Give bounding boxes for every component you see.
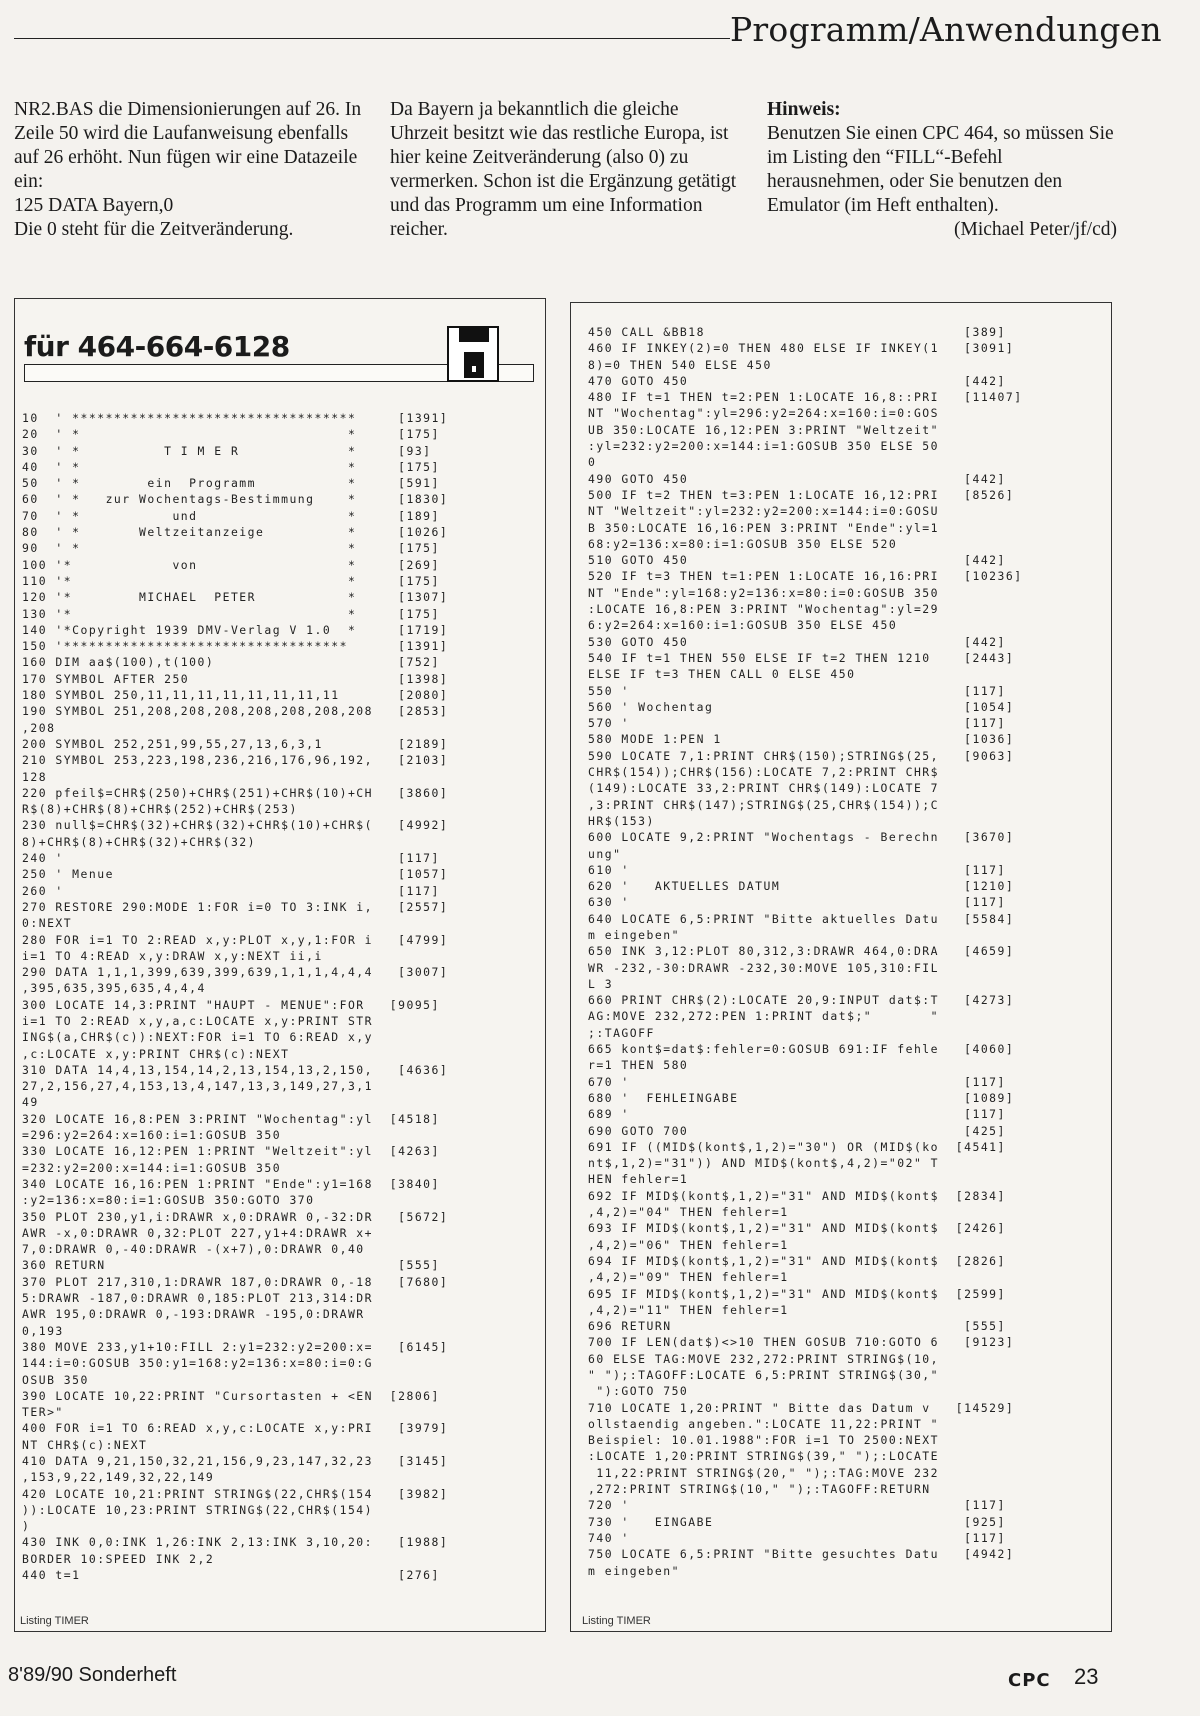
- code-line: i=1 TO 2:READ x,y,a,c:LOCATE x,y:PRINT STR: [22, 1013, 374, 1028]
- code-line: 30 ' * T I M E R * [93]: [22, 443, 432, 458]
- code-line: CHR$(154));CHR$(156):LOCATE 7,2:PRINT CHR$: [588, 765, 940, 780]
- code-line: 450 CALL &BB18 [389]: [588, 325, 1006, 339]
- code-line: 170 SYMBOL AFTER 250 [1398]: [22, 671, 449, 686]
- code-line: 130 '* * [175]: [22, 606, 440, 621]
- code-line: 510 GOTO 450 [442]: [588, 553, 1006, 568]
- code-line: 110 '* * [175]: [22, 573, 440, 588]
- code-line: ollstaendig angeben.":LOCATE 11,22:PRINT ": [588, 1416, 940, 1431]
- code-line: ): [22, 1519, 31, 1534]
- code-line: 6:y2=264:x=160:i=1:GOSUB 350 ELSE 450: [588, 618, 898, 633]
- code-line: 200 SYMBOL 252,251,99,55,27,13,6,3,1 [2189]: [22, 736, 449, 751]
- code-line: 180 SYMBOL 250,11,11,11,11,11,11,11,11 [2080]: [22, 688, 449, 703]
- code-line: 410 DATA 9,21,150,32,21,156,9,23,147,32,23 [3145]: [22, 1454, 449, 1468]
- paragraph: Da Bayern ja bekanntlich die gleiche Uhrzeit besitzt wie das restliche Europa, ist hier keine Zeitveränderung (also 0) zu vermerken. Schon ist die Ergänzung getätigt und das Programm um eine Information reicher.: [390, 99, 737, 240]
- code-line: 693 IF MID$(kont$,1,2)="31" AND MID$(kont$ [2426]: [588, 1221, 1006, 1236]
- header-rule: [14, 38, 730, 39]
- code-line: ,4,2)="09" THEN fehler=1: [588, 1270, 789, 1285]
- code-line: 490 GOTO 450 [442]: [588, 471, 1006, 486]
- code-line: ,4,2)="04" THEN fehler=1: [588, 1205, 789, 1220]
- code-line: 8)=0 THEN 540 ELSE 450: [588, 357, 772, 372]
- code-line: 700 IF LEN(dat$)<>10 THEN GOSUB 710:GOTO 6 [9123]: [588, 1335, 1015, 1350]
- code-line: 0:NEXT: [22, 916, 73, 931]
- code-line: 160 DIM aa$(100),t(100) [752]: [22, 655, 440, 670]
- code-line: 500 IF t=2 THEN t=3:PEN 1:LOCATE 16,12:PRI [8526]: [588, 487, 1015, 502]
- code-line: ,4,2)="06" THEN fehler=1: [588, 1237, 789, 1252]
- code-line: 470 GOTO 450 [442]: [588, 373, 1006, 388]
- code-line: " ");:TAGOFF:LOCATE 6,5:PRINT STRING$(30,": [588, 1368, 940, 1382]
- hint-heading: Hinweis:: [767, 99, 841, 120]
- code-line: 696 RETURN [555]: [588, 1319, 1006, 1334]
- code-line: 230 null$=CHR$(32)+CHR$(32)+CHR$(10)+CHR$( [4992]: [22, 818, 449, 833]
- code-line: 260 ' [117]: [22, 883, 440, 898]
- code-line: 40 ' * * [175]: [22, 459, 440, 474]
- code-line: 690 GOTO 700 [425]: [588, 1123, 1006, 1138]
- code-line: ung": [588, 846, 622, 861]
- code-line: ,4,2)="11" THEN fehler=1: [588, 1302, 789, 1317]
- code-line: 740 ' [117]: [588, 1530, 1006, 1545]
- issue-label: 8'89/90 Sonderheft: [8, 1664, 177, 1686]
- code-line: 520 IF t=3 THEN t=1:PEN 1:LOCATE 16,16:PRI [10236]: [588, 569, 1023, 584]
- paragraph: Benutzen Sie einen CPC 464, so müssen Sie im Listing den “FILL“-Befehl herausnehmen, oder Sie benutzen den Emulator (im Heft enthalten).: [767, 123, 1114, 216]
- code-line: i=1 TO 4:READ x,y:DRAW x,y:NEXT ii,i: [22, 948, 323, 963]
- code-line: HR$(153): [588, 813, 655, 828]
- code-line: "):GOTO 750: [588, 1384, 689, 1399]
- code-line: :LOCATE 16,8:PEN 3:PRINT "Wochentag":yl=29: [588, 602, 940, 617]
- code-line: 68:y2=136:x=80:i=1:GOSUB 350 ELSE 520: [588, 536, 898, 551]
- code-line: ,153,9,22,149,32,22,149: [22, 1470, 215, 1485]
- code-line: 210 SYMBOL 253,223,198,236,216,176,96,192, [2103]: [22, 753, 449, 768]
- code-line: UB 350:LOCATE 16,12:PEN 3:PRINT "Weltzeit": [588, 422, 940, 437]
- code-line: =232:y2=200:x=144:i=1:GOSUB 350: [22, 1160, 282, 1175]
- code-line: ELSE IF t=3 THEN CALL 0 ELSE 450: [588, 667, 856, 682]
- floppy-disk-icon: [447, 326, 499, 382]
- code-line: AG:MOVE 232,272:PEN 1:PRINT dat$;" ": [588, 1009, 940, 1024]
- code-line: 8)+CHR$(8)+CHR$(32)+CHR$(32): [22, 834, 257, 849]
- article-column-3: [767, 98, 1117, 242]
- code-line: 280 FOR i=1 TO 2:READ x,y:PLOT x,y,1:FOR i [4799]: [22, 932, 449, 947]
- code-line: 350 PLOT 230,y1,i:DRAWR x,0:DRAWR 0,-32:DR [5672]: [22, 1209, 449, 1224]
- code-line: 691 IF ((MID$(kont$,1,2)="30") OR (MID$(ko [4541]: [588, 1139, 1006, 1154]
- code-line: 0: [588, 455, 597, 470]
- author-credit: (Michael Peter/jf/cd): [954, 219, 1117, 240]
- code-line: 420 LOCATE 10,21:PRINT STRING$(22,CHR$(154 [3982]: [22, 1486, 449, 1501]
- code-line: L 3: [588, 976, 614, 991]
- code-line: 660 PRINT CHR$(2):LOCATE 20,9:INPUT dat$:T [4273]: [588, 993, 1015, 1008]
- code-listing-right: [588, 324, 1023, 1579]
- code-line: 80 ' * Weltzeitanzeige * [1026]: [22, 525, 449, 540]
- code-line: 570 ' [117]: [588, 716, 1006, 731]
- listing-caption: Listing TIMER: [582, 1615, 651, 1627]
- code-line: ING$(a,CHR$(c)):NEXT:FOR i=1 TO 6:READ x,y: [22, 1030, 374, 1045]
- code-line: =296:y2=264:x=160:i=1:GOSUB 350: [22, 1128, 282, 1143]
- code-line: 430 INK 0,0:INK 1,26:INK 2,13:INK 3,10,20: [1988]: [22, 1535, 449, 1550]
- code-line: 720 ' [117]: [588, 1498, 1006, 1513]
- code-line: 665 kont$=dat$:fehler=0:GOSUB 691:IF fehle [4060]: [588, 1042, 1015, 1057]
- code-line: R$(8)+CHR$(8)+CHR$(252)+CHR$(253): [22, 802, 298, 817]
- code-line: 370 PLOT 217,310,1:DRAWR 187,0:DRAWR 0,-18 [7680]: [22, 1274, 449, 1289]
- code-line: 680 ' FEHLEINGABE [1089]: [588, 1090, 1015, 1105]
- code-line: 128: [22, 769, 48, 784]
- code-line: 0,193: [22, 1323, 64, 1338]
- code-line: 300 LOCATE 14,3:PRINT "HAUPT - MENUE":FOR [9095]: [22, 997, 440, 1012]
- code-line: :LOCATE 1,20:PRINT STRING$(39," ");:LOCATE: [588, 1449, 940, 1464]
- code-line: 610 ' [117]: [588, 862, 1006, 877]
- code-line: 440 t=1 [276]: [22, 1568, 440, 1583]
- code-line: 240 ' [117]: [22, 851, 440, 866]
- code-line: 710 LOCATE 1,20:PRINT " Bitte das Datum v [14529]: [588, 1400, 1015, 1415]
- code-line: 380 MOVE 233,y1+10:FILL 2:y1=232:y2=200:x= [6145]: [22, 1339, 449, 1354]
- code-line: 540 IF t=1 THEN 550 ELSE IF t=2 THEN 1210 [2443]: [588, 650, 1015, 665]
- paragraph: 125 DATA Bayern,0: [14, 195, 174, 216]
- code-line: ,272:PRINT STRING$(10," ");:TAGOFF:RETURN: [588, 1482, 931, 1497]
- code-line: )):LOCATE 10,23:PRINT STRING$(22,CHR$(154): [22, 1502, 374, 1517]
- code-line: 220 pfeil$=CHR$(250)+CHR$(251)+CHR$(10)+CH [3860]: [22, 785, 449, 800]
- code-line: HEN fehler=1: [588, 1172, 689, 1187]
- code-line: 120 '* MICHAEL PETER * [1307]: [22, 590, 449, 605]
- code-line: ;:TAGOFF: [588, 1025, 655, 1040]
- code-line: TER>": [22, 1405, 64, 1420]
- code-line: 20 ' * * [175]: [22, 427, 440, 442]
- code-line: Beispiel: 10.01.1988":FOR i=1 TO 2500:NEXT: [588, 1433, 940, 1448]
- code-line: 650 INK 3,12:PLOT 80,312,3:DRAWR 464,0:DRA [4659]: [588, 944, 1015, 959]
- code-listing-left: [22, 410, 448, 1583]
- code-line: 530 GOTO 450 [442]: [588, 634, 1006, 649]
- code-line: 695 IF MID$(kont$,1,2)="31" AND MID$(kont$ [2599]: [588, 1286, 1006, 1301]
- code-line: (149):LOCATE 33,2:PRINT CHR$(149):LOCATE 7: [588, 781, 940, 796]
- code-line: 5:DRAWR -187,0:DRAWR 0,185:PLOT 213,314:DR: [22, 1291, 374, 1306]
- system-compat-label: für 464-664-6128: [24, 330, 290, 363]
- code-line: 640 LOCATE 6,5:PRINT "Bitte aktuelles Datu [5584]: [588, 911, 1015, 926]
- code-line: ,208: [22, 720, 56, 735]
- section-title: Programm/Anwendungen: [730, 10, 1162, 49]
- code-line: 310 DATA 14,4,13,154,14,2,13,154,13,2,150, [4636]: [22, 1062, 449, 1077]
- code-line: BORDER 10:SPEED INK 2,2: [22, 1551, 215, 1566]
- code-line: 694 IF MID$(kont$,1,2)="31" AND MID$(kont$ [2826]: [588, 1253, 1006, 1268]
- code-line: 290 DATA 1,1,1,399,639,399,639,1,1,1,4,4,4 [3007]: [22, 965, 449, 980]
- code-line: 620 ' AKTUELLES DATUM [1210]: [588, 879, 1015, 894]
- code-line: 590 LOCATE 7,1:PRINT CHR$(150);STRING$(25, [9063]: [588, 748, 1015, 763]
- code-line: 360 RETURN [555]: [22, 1258, 440, 1273]
- code-line: 100 '* von * [269]: [22, 557, 440, 572]
- code-line: 390 LOCATE 10,22:PRINT "Cursortasten + <EN [2806]: [22, 1388, 440, 1403]
- code-line: 750 LOCATE 6,5:PRINT "Bitte gesuchtes Datu [4942]: [588, 1547, 1015, 1562]
- code-line: 550 ' [117]: [588, 683, 1006, 698]
- code-line: 250 ' Menue [1057]: [22, 867, 449, 882]
- code-line: WR -232,-30:DRAWR -232,30:MOVE 105,310:FIL: [588, 960, 940, 975]
- code-line: 140 '*Copyright 1939 DMV-Verlag V 1.0 * [1719]: [22, 622, 449, 637]
- code-line: m eingeben": [588, 927, 680, 942]
- code-line: 144:i=0:GOSUB 350:y1=168:y2=136:x=80:i=0:G: [22, 1356, 374, 1371]
- code-line: 320 LOCATE 16,8:PEN 3:PRINT "Wochentag":yl [4518]: [22, 1111, 440, 1126]
- code-line: 330 LOCATE 16,12:PEN 1:PRINT "Weltzeit":yl [4263]: [22, 1144, 440, 1159]
- code-line: 27,2,156,27,4,153,13,4,147,13,3,149,27,3,1: [22, 1079, 374, 1094]
- code-line: nt$,1,2)="31")) AND MID$(kont$,4,2)="02" T: [588, 1156, 940, 1171]
- magazine-logo: CPC: [1008, 1670, 1051, 1691]
- code-line: :yl=232:y2=200:x=144:i=1:GOSUB 350 ELSE 50: [588, 439, 940, 454]
- code-line: 580 MODE 1:PEN 1 [1036]: [588, 732, 1015, 747]
- page-number: 23: [1074, 1664, 1099, 1689]
- code-line: 460 IF INKEY(2)=0 THEN 480 ELSE IF INKEY(1 [3091]: [588, 341, 1015, 356]
- code-line: 11,22:PRINT STRING$(20," ");:TAG:MOVE 232: [588, 1465, 940, 1480]
- code-line: NT "Wochentag":yl=296:y2=264:x=160:i=0:GOS: [588, 406, 940, 421]
- code-line: NT "Weltzeit":yl=232:y2=200:x=144:i=0:GOSU: [588, 504, 940, 519]
- code-line: 630 ' [117]: [588, 895, 1006, 910]
- code-line: 50 ' * ein Programm * [591]: [22, 476, 440, 491]
- code-line: 60 ELSE TAG:MOVE 232,272:PRINT STRING$(10,: [588, 1351, 940, 1366]
- code-line: AWR 195,0:DRAWR 0,-193:DRAWR -195,0:DRAWR: [22, 1307, 365, 1322]
- code-line: OSUB 350: [22, 1372, 89, 1387]
- code-line: 340 LOCATE 16,16:PEN 1:PRINT "Ende":y1=168 [3840]: [22, 1176, 440, 1191]
- paragraph: NR2.BAS die Dimensionierungen auf 26. In Zeile 50 wird die Laufanweisung ebenfalls auf 26 erhöht. Nun fügen wir eine Datazeile ein:: [14, 99, 362, 192]
- code-line: 600 LOCATE 9,2:PRINT "Wochentags - Berechn [3670]: [588, 830, 1015, 845]
- code-line: ,3:PRINT CHR$(147);STRING$(25,CHR$(154));C: [588, 797, 940, 812]
- listing-caption: Listing TIMER: [20, 1615, 89, 1627]
- code-line: 7,0:DRAWR 0,-40:DRAWR -(x+7),0:DRAWR 0,40: [22, 1242, 365, 1257]
- paragraph: Die 0 steht für die Zeitveränderung.: [14, 219, 294, 240]
- code-line: m eingeben": [588, 1563, 680, 1578]
- code-line: 10 ' ********************************** [1391]: [22, 411, 449, 425]
- code-line: B 350:LOCATE 16,16:PEN 3:PRINT "Ende":yl=1: [588, 520, 940, 535]
- code-line: 689 ' [117]: [588, 1107, 1006, 1122]
- article-column-1: [14, 98, 364, 242]
- code-line: 70 ' * und * [189]: [22, 508, 440, 523]
- code-line: NT CHR$(c):NEXT: [22, 1437, 148, 1452]
- code-line: ,395,635,395,635,4,4,4: [22, 981, 206, 996]
- code-line: 730 ' EINGABE [925]: [588, 1514, 1006, 1529]
- code-line: 670 ' [117]: [588, 1074, 1006, 1089]
- code-line: 400 FOR i=1 TO 6:READ x,y,c:LOCATE x,y:PRI [3979]: [22, 1421, 449, 1436]
- code-line: 190 SYMBOL 251,208,208,208,208,208,208,208 [2853]: [22, 704, 449, 719]
- code-line: 560 ' Wochentag [1054]: [588, 699, 1015, 714]
- code-line: ,c:LOCATE x,y:PRINT CHR$(c):NEXT: [22, 1046, 290, 1061]
- code-line: NT "Ende":yl=168:y2=136:x=80:i=0:GOSUB 350: [588, 585, 940, 600]
- code-line: 150 '********************************** [1391]: [22, 639, 449, 654]
- code-line: 480 IF t=1 THEN t=2:PEN 1:LOCATE 16,8::PRI [11407]: [588, 390, 1023, 405]
- code-line: r=1 THEN 580: [588, 1058, 689, 1073]
- code-line: 60 ' * zur Wochentags-Bestimmung * [1830]: [22, 492, 449, 507]
- code-line: 692 IF MID$(kont$,1,2)="31" AND MID$(kont$ [2834]: [588, 1188, 1006, 1203]
- code-line: 90 ' * * [175]: [22, 541, 440, 556]
- article-column-2: [390, 98, 740, 242]
- code-line: :y2=136:x=80:i=1:GOSUB 350:GOTO 370: [22, 1193, 315, 1208]
- code-line: AWR -x,0:DRAWR 0,32:PLOT 227,y1+4:DRAWR x+: [22, 1225, 374, 1240]
- code-line: 270 RESTORE 290:MODE 1:FOR i=0 TO 3:INK i, [2557]: [22, 899, 449, 914]
- code-line: 49: [22, 1095, 39, 1110]
